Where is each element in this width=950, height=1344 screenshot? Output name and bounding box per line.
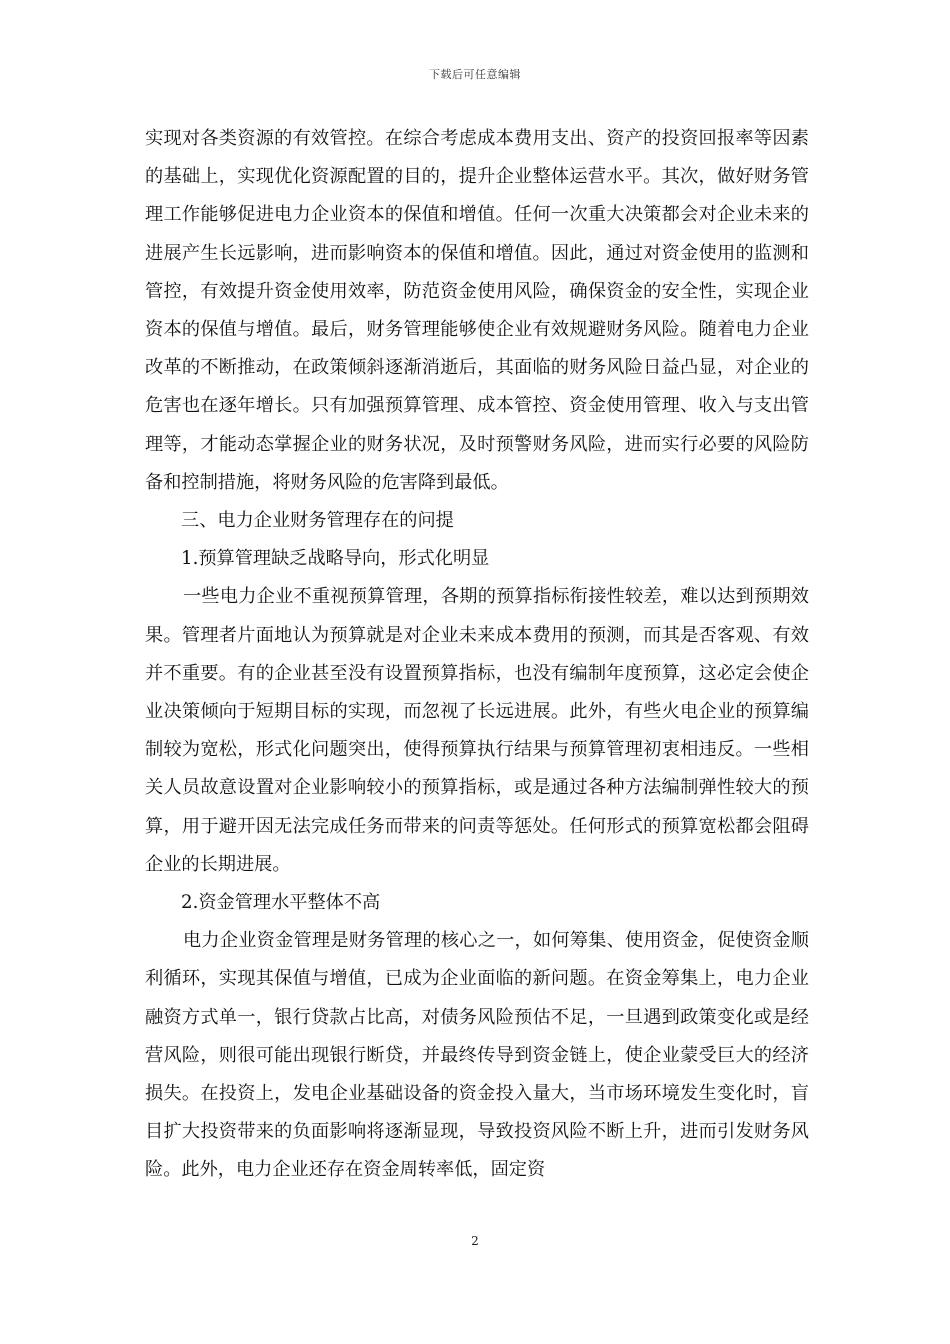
page-header: 下载后可任意编辑 [429,68,521,81]
section-heading: 三、电力企业财务管理存在的问提 [181,510,454,532]
document-body [145,120,809,1190]
subheading: 1.预算管理缺乏战略导向，形式化明显 [181,548,490,570]
body-paragraph: 一些电力企业不重视预算管理，各期的预算指标衔接性较差，难以达到预期效果。管理者片面地认为预算就是对企业未来成本费用的预测，而其是否客观、有效并不重要。有的企业甚至没有设置预算指标，也没有编制年度预算，这必定会使企业决策倾向于短期目标的实现，而忽视了长远进展。此外，有些火电企业的预算编制较为宽松，形式化问题突出，使得预算执行结果与预算管理初衷相违反。一些相关人员故意设置对企业影响较小的预算指标，或是通过各种方法编制弹性较大的预算，用于避开因无法完成任务而带来的问责等惩处。任何形式的预算宽松都会阻碍企业的长期进展。 [145,586,809,875]
body-paragraph: 实现对各类资源的有效管控。在综合考虑成本费用支出、资产的投资回报率等因素的基础上，实现优化资源配置的目的，提升企业整体运营水平。其次，做好财务管理工作能够促进电力企业资本的保值和增值。任何一次重大决策都会对企业未来的进展产生长远影响，进而影响资本的保值和增值。因此，通过对资金使用的监测和管控，有效提升资金使用效率，防范资金使用风险，确保资金的安全性，实现企业资本的保值与增值。最后，财务管理能够使企业有效规避财务风险。随着电力企业改革的不断推动，在政策倾斜逐渐消逝后，其面临的财务风险日益凸显，对企业的危害也在逐年增长。只有加强预算管理、成本管控、资金使用管理、收入与支出管理等，才能动态掌握企业的财务状况，及时预警财务风险，进而实行必要的风险防备和控制措施，将财务风险的危害降到最低。 [145,128,809,493]
body-paragraph: 电力企业资金管理是财务管理的核心之一，如何筹集、使用资金，促使资金顺利循环，实现其保值与增值，已成为企业面临的新问题。在资金筹集上，电力企业融资方式单一，银行贷款占比高，对债务风险预估不足，一旦遇到政策变化或是经营风险，则很可能出现银行断贷，并最终传导到资金链上，使企业蒙受巨大的经济损失。在投资上，发电企业基础设备的资金投入量大，当市场环境发生变化时，盲目扩大投资带来的负面影响将逐渐显现，导致投资风险不断上升，进而引发财务风险。此外，电力企业还存在资金周转率低，固定资 [145,930,809,1181]
subheading: 2.资金管理水平整体不高 [181,892,381,914]
page-number: 2 [471,1234,479,1248]
